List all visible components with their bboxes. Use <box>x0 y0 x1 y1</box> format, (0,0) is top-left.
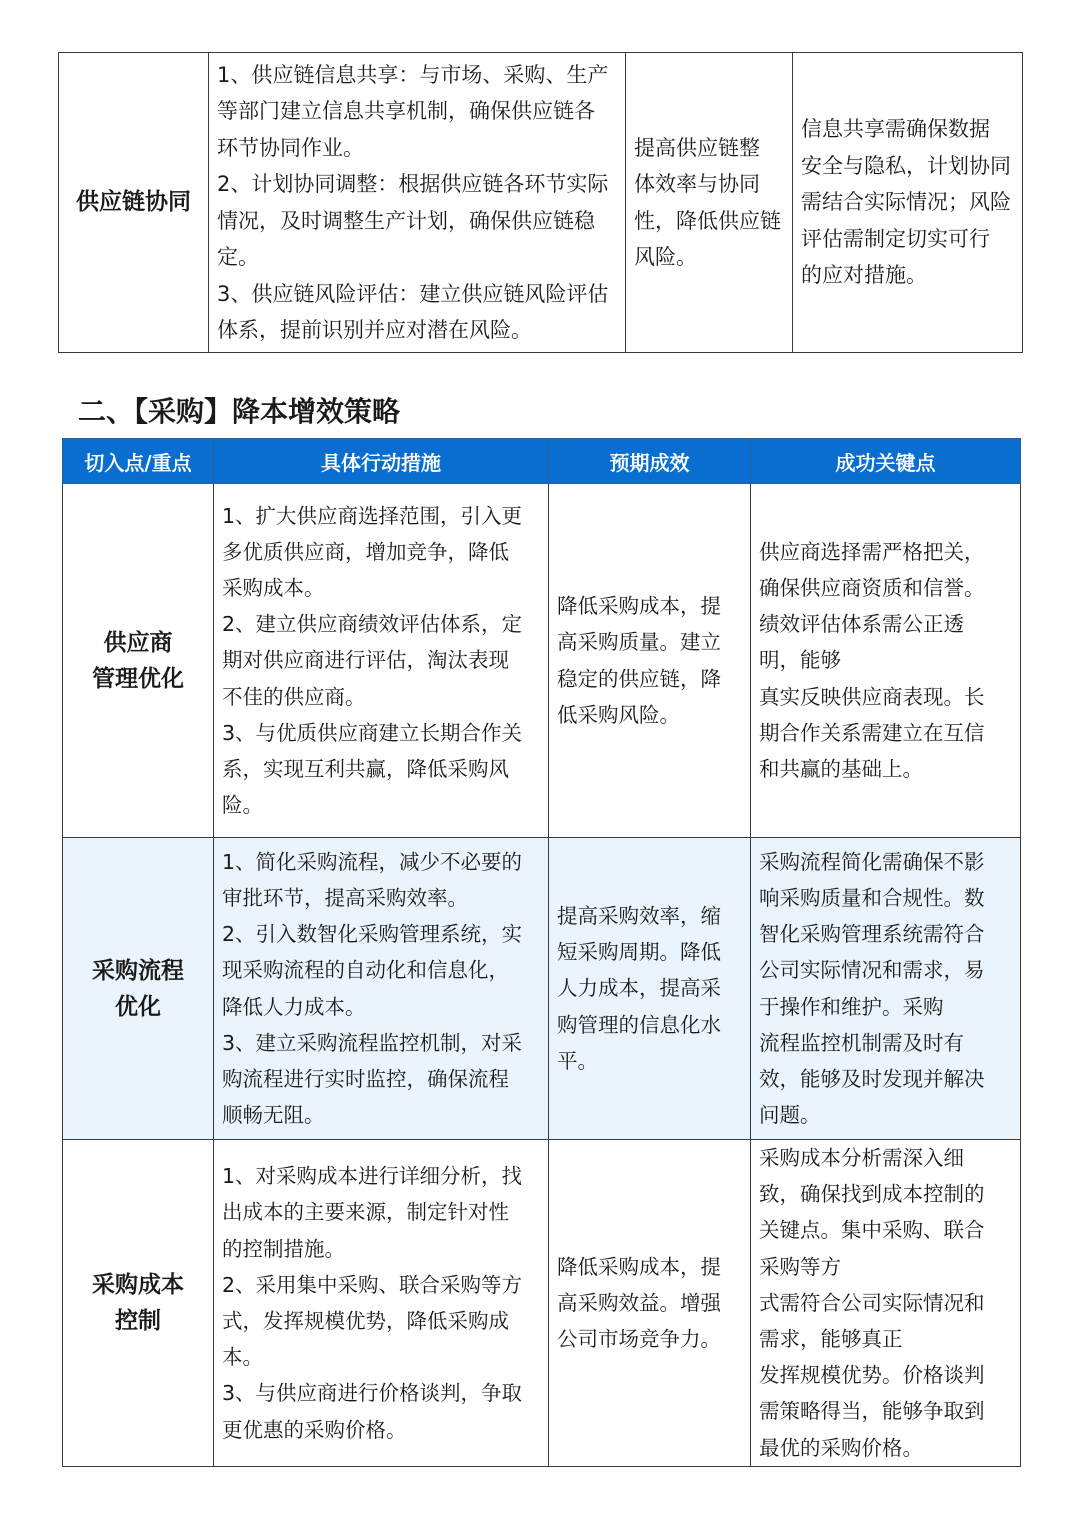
keys-cell <box>751 838 1021 1140</box>
cell-text-line: 性，降低供应链 <box>634 208 781 233</box>
cell-text-line: 更优惠的采购价格。 <box>222 1417 407 1442</box>
cell-text-line: 3、与优质供应商建立长期合作关 <box>222 720 523 745</box>
cell-text-line: 购管理的信息化水 <box>557 1012 721 1037</box>
column-header: 切入点/重点 <box>63 439 214 484</box>
cell-text-line: 采购成本 <box>92 1271 184 1298</box>
cell-text-line: 3、供应链风险评估：建立供应链风险评估 <box>217 281 609 306</box>
cell-text-line: 1、简化采购流程，减少不必要的 <box>222 849 523 874</box>
cell-text-line: 公司市场竞争力。 <box>557 1327 721 1352</box>
keys-cell <box>751 1140 1021 1467</box>
section-heading: 二、【采购】降本增效策略 <box>78 395 401 428</box>
cell-text-line: 定。 <box>217 245 259 269</box>
cell-text-line: 需策略得当，能够争取到 <box>759 1399 985 1424</box>
cell-text-line: 降低采购成本，提 <box>557 594 721 619</box>
cell-text-line: 平。 <box>557 1048 598 1073</box>
cell-text-line: 最优的采购价格。 <box>759 1435 923 1460</box>
cell-text-line: 响采购质量和合规性。数 <box>759 885 985 910</box>
cell-text-line: 评估需制定切实可行 <box>801 226 990 251</box>
cell-text-line: 绩效评估体系需公正透 <box>759 612 964 637</box>
cell-text-line: 情况，及时调整生产计划，确保供应链稳 <box>217 208 595 233</box>
cell-text-line: 不佳的供应商。 <box>222 684 366 709</box>
measures-cell <box>214 838 549 1140</box>
cell-text-line: 问题。 <box>759 1103 821 1128</box>
cell-text-line: 期合作关系需建立在互信 <box>759 720 985 745</box>
table-row <box>63 1140 1021 1467</box>
cell-text-line: 的应对措施。 <box>801 263 927 288</box>
cell-text-line: 采购流程 <box>92 957 184 984</box>
cell-text-line: 真实反映供应商表现。长 <box>759 684 985 709</box>
cell-text-line: 1、对采购成本进行详细分析，找 <box>222 1164 523 1189</box>
cell-text-line: 和共赢的基础上。 <box>759 757 923 781</box>
cell-text-line: 的控制措施。 <box>222 1236 345 1261</box>
cell-text-line: 体效率与协同 <box>634 172 760 196</box>
cell-text-line: 供应商 <box>103 629 173 656</box>
cell-text-line: 于操作和维护。采购 <box>759 994 944 1019</box>
cell-text-line: 2、计划协同调整：根据供应链各环节实际 <box>217 172 609 196</box>
cell-text-line: 降低人力成本。 <box>222 994 366 1019</box>
cell-text-line: 3、与供应商进行价格谈判，争取 <box>222 1381 523 1406</box>
cell-text-line: 采购成本。 <box>222 575 325 600</box>
table-header-row <box>63 439 1021 484</box>
cell-text-line: 效，能够及时发现并解决 <box>759 1066 985 1091</box>
cell-text-line: 高采购效益。增强 <box>557 1290 721 1315</box>
cell-text-line: 提高供应链整 <box>634 135 760 160</box>
cell-text-line: 采购成本分析需深入细 <box>759 1146 964 1170</box>
row-label-cell <box>63 1140 214 1467</box>
effect-cell <box>549 484 751 838</box>
cell-text-line: 采购流程简化需确保不影 <box>759 849 985 874</box>
measures-cell <box>214 1140 549 1467</box>
cell-text-line: 管理优化 <box>92 665 184 692</box>
cell-text-line: 期对供应商进行评估，淘汰表现 <box>222 648 509 673</box>
table-row <box>63 484 1021 838</box>
cell-text-line: 确保供应商资质和信誉。 <box>759 575 985 600</box>
cell-text-line: 短采购周期。降低 <box>557 940 721 965</box>
cell-text-line: 险。 <box>222 793 263 818</box>
cell-text-line: 审批环节，提高采购效率。 <box>222 885 468 910</box>
cell-text-line: 本。 <box>222 1345 263 1370</box>
effect-cell <box>549 838 751 1140</box>
row-label-cell <box>63 838 214 1140</box>
cell-text-line: 降低采购成本，提 <box>557 1254 721 1279</box>
cell-text-line: 体系，提前识别并应对潜在风险。 <box>217 318 532 342</box>
cell-text-line: 顺畅无阻。 <box>222 1103 325 1128</box>
table-row <box>63 838 1021 1140</box>
column-header: 具体行动措施 <box>214 439 549 484</box>
cell-text-line: 信息共享需确保数据 <box>801 117 990 142</box>
cell-text-line: 优化 <box>115 993 161 1020</box>
cell-text-line: 安全与隐私，计划协同 <box>801 153 1011 178</box>
cell-text-line: 1、供应链信息共享：与市场、采购、生产 <box>217 62 609 87</box>
column-header: 预期成效 <box>549 439 751 484</box>
cell-text-line: 明，能够 <box>759 648 841 673</box>
measures-cell <box>209 53 626 353</box>
cell-text-line: 等部门建立信息共享机制，确保供应链各 <box>217 99 595 123</box>
cell-text-line: 2、引入数智化采购管理系统，实 <box>222 922 523 947</box>
cell-text-line: 系，实现互利共赢，降低采购风 <box>222 757 509 781</box>
cell-text-line: 3、建立采购流程监控机制，对采 <box>222 1030 523 1055</box>
cell-text-line: 供应商选择需严格把关， <box>759 539 985 564</box>
procurement-strategy-table <box>62 438 1021 1467</box>
cell-text-line: 2、建立供应商绩效评估体系，定 <box>222 612 523 637</box>
cell-text-line: 发挥规模优势。价格谈判 <box>759 1363 985 1388</box>
cell-text-line: 需求，能够真正 <box>759 1327 903 1352</box>
cell-text-line: 式，发挥规模优势，降低采购成 <box>222 1308 509 1333</box>
cell-text-line: 出成本的主要来源，制定针对性 <box>222 1200 509 1225</box>
cell-text-line: 2、采用集中采购、联合采购等方 <box>222 1272 523 1297</box>
cell-text-line: 多优质供应商，增加竞争，降低 <box>222 539 509 564</box>
cell-text-line: 采购等方 <box>759 1254 841 1279</box>
cell-text-line: 人力成本，提高采 <box>557 976 721 1001</box>
supply-chain-table <box>58 52 1023 353</box>
cell-text-line: 1、扩大供应商选择范围，引入更 <box>222 503 523 528</box>
measures-cell <box>214 484 549 838</box>
cell-text-line: 关键点。集中采购、联合 <box>759 1218 985 1243</box>
cell-text-line: 低采购风险。 <box>557 702 680 727</box>
cell-text-line: 购流程进行实时监控，确保流程 <box>222 1066 509 1091</box>
cell-text-line: 智化采购管理系统需符合 <box>759 922 985 947</box>
cell-text-line: 现采购流程的自动化和信息化， <box>222 958 509 983</box>
cell-text-line: 提高采购效率，缩 <box>557 903 721 928</box>
table-row <box>59 53 1023 353</box>
cell-text-line: 式需符合公司实际情况和 <box>759 1290 985 1315</box>
effect-cell <box>626 53 793 353</box>
cell-text-line: 稳定的供应链，降 <box>557 666 721 691</box>
cell-text-line: 风险。 <box>634 245 697 269</box>
cell-text-line: 公司实际情况和需求，易 <box>759 958 985 983</box>
column-header: 成功关键点 <box>751 439 1021 484</box>
row-label-cell: 供应链协同 <box>59 53 209 353</box>
effect-cell <box>549 1140 751 1467</box>
cell-text-line: 控制 <box>115 1307 161 1334</box>
cell-text-line: 流程监控机制需及时有 <box>759 1030 964 1055</box>
cell-text-line: 环节协同作业。 <box>217 135 364 160</box>
keys-cell <box>751 484 1021 838</box>
row-label-cell <box>63 484 214 838</box>
keys-cell <box>793 53 1023 353</box>
cell-text-line: 需结合实际情况；风险 <box>801 190 1011 215</box>
cell-text-line: 高采购质量。建立 <box>557 630 721 655</box>
cell-text-line: 致，确保找到成本控制的 <box>759 1182 985 1207</box>
